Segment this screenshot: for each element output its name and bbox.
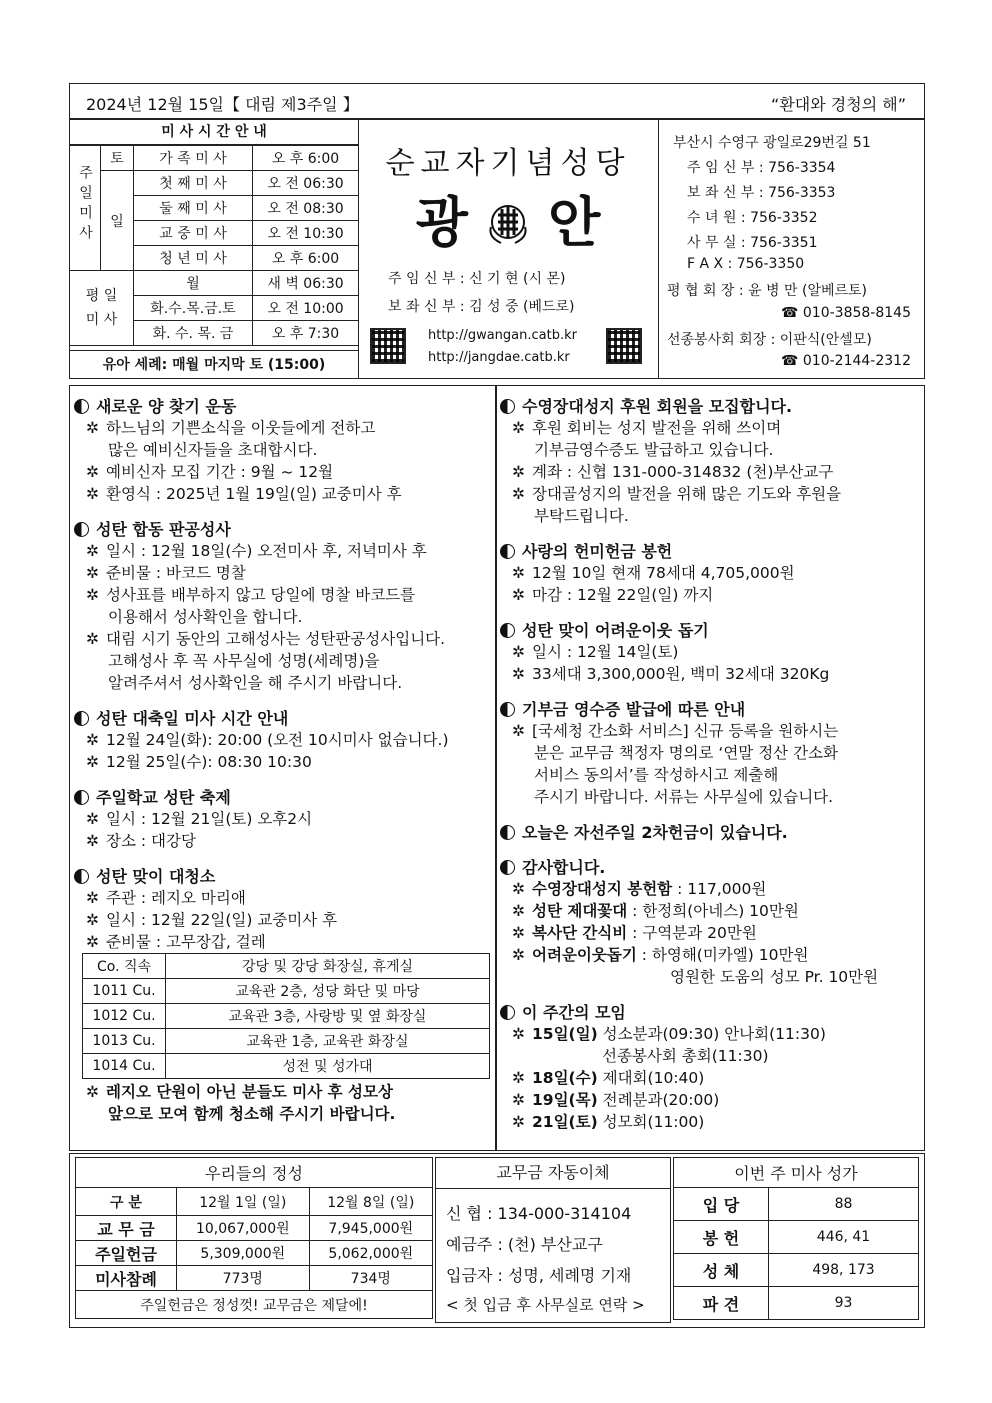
list-item: 선종봉사회 총회(11:30) xyxy=(602,1047,769,1065)
table-head: 12월 8일 (일) xyxy=(309,1188,432,1216)
bulletin-date: 2024년 12월 15일【 대림 제3주일 】 xyxy=(86,95,359,114)
contact-line: 주 임 신 부 : 756-3354 xyxy=(687,160,836,176)
list-item: ✲ 어려운이웃돕기 : 하영해(미카엘) 10만원 xyxy=(512,946,809,964)
hymn-title: 이번 주 미사 성가 xyxy=(674,1158,919,1188)
list-item: ✲ 12월 25일(수): 08:30 10:30 xyxy=(86,753,312,771)
list-item: ✲ 33세대 3,300,000원, 백미 32세대 320Kg xyxy=(512,665,830,683)
mass-table xyxy=(70,145,358,346)
list-item: 알려주셔서 성사확인을 해 주시기 바랍니다. xyxy=(108,674,403,692)
top-info-block xyxy=(69,119,925,379)
list-item: 주시기 바랍니다. 서류는 사무실에 있습니다. xyxy=(534,788,834,806)
mass-schedule xyxy=(70,120,359,378)
address: 부산시 수영구 광일로29번길 51 xyxy=(673,135,871,151)
mass-name: 첫 째 미 사 xyxy=(134,171,253,196)
main-content xyxy=(69,385,925,1151)
hymn-table xyxy=(673,1157,919,1320)
section-title: 성탄 합동 판공성사 xyxy=(74,517,494,540)
table-row: 1011 Cu. 교육관 2층, 성당 화단 및 마당 xyxy=(83,979,490,1004)
qr-code-left[interactable] xyxy=(370,328,406,364)
list-item: ✲ 일시 : 12월 22일(일) 교중미사 후 xyxy=(86,911,338,929)
table-row: 1014 Cu. 성전 및 성가대 xyxy=(83,1054,490,1079)
list-item: ✲ [국세청 간소화 서비스] 신규 등록을 원하시는 xyxy=(512,722,839,740)
mass-name: 월 xyxy=(134,271,253,296)
table-row: 미사참례 773명 734명 xyxy=(76,1266,433,1291)
mass-time: 오 후 6:00 xyxy=(253,146,359,171)
list-item: 많은 예비신자들을 초대합시다. xyxy=(108,441,318,459)
mass-time: 오 후 7:30 xyxy=(253,321,359,346)
parish-emblem-icon xyxy=(483,197,533,247)
transfer-line: 예금주 : (천) 부산교구 xyxy=(446,1235,603,1254)
mass-time: 오 전 08:30 xyxy=(253,196,359,221)
list-item: ✲ 환영식 : 2025년 1월 19일(일) 교중미사 후 xyxy=(86,485,402,503)
contact-line: F A X : 756-3350 xyxy=(687,256,805,272)
sun-label: 일 xyxy=(101,171,134,271)
table-row: 파 견 93 xyxy=(674,1287,919,1320)
list-item: ✲ 마감 : 12월 22일(일) 까지 xyxy=(512,586,714,604)
list-item: 기부금영수증도 발급하고 있습니다. xyxy=(534,441,774,459)
list-item: ✲ 대림 시기 동안의 고해성사는 성탄판공성사입니다. xyxy=(86,630,446,648)
mass-name: 가 족 미 사 xyxy=(134,146,253,171)
section-title: 성탄 맞이 어려운이웃 돕기 xyxy=(500,618,920,641)
mass-time: 오 전 10:00 xyxy=(253,296,359,321)
contact-line: 선종봉사회 회장 : 이판식(안셀모) xyxy=(667,332,872,348)
list-item: ✲ 12월 24일(화): 20:00 (오전 10시미사 없습니다.) xyxy=(86,731,449,749)
section-title: 주일학교 성탄 축제 xyxy=(74,785,494,808)
auto-transfer xyxy=(435,1157,671,1323)
section-title: 성탄 맞이 대청소 xyxy=(74,864,494,887)
list-item: ✲ 성사표를 배부하지 않고 당일에 명찰 바코드를 xyxy=(86,586,416,604)
list-item: ✲ 복사단 간식비 : 구역분과 20만원 xyxy=(512,924,757,942)
section-title: 새로운 양 찾기 운동 xyxy=(74,394,494,417)
list-item: ✲ 장소 : 대강당 xyxy=(86,832,196,850)
table-row: 교 무 금 10,067,000원 7,945,000원 xyxy=(76,1216,433,1241)
list-item: ✲ 주관 : 레지오 마리애 xyxy=(86,889,246,907)
list-item: ✲ 19일(목) 전례분과(20:00) xyxy=(512,1091,720,1109)
mass-name: 교 중 미 사 xyxy=(134,221,253,246)
table-row: Co. 직속 강당 및 강당 화장실, 휴게실 xyxy=(83,954,490,979)
url-gwangan[interactable]: http://gwangan.catb.kr xyxy=(428,328,577,343)
contact-line: 평 협 회 장 : 윤 병 만 (알베르토) xyxy=(667,283,868,299)
mass-name: 화.수.목.금.토 xyxy=(134,296,253,321)
table-head: 12월 1일 (일) xyxy=(177,1188,310,1216)
cleaning-note: ✲ 레지오 단원이 아닌 분들도 미사 후 성모상 xyxy=(86,1083,393,1101)
list-item: 분은 교무금 책정자 명의로 ‘연말 정산 간소화 xyxy=(534,744,839,762)
header-bar xyxy=(69,83,925,119)
contact-info xyxy=(658,120,925,378)
sat-label: 토 xyxy=(101,146,134,171)
parish-center xyxy=(358,120,658,378)
finance-note: 주일헌금은 정성껏! 교무금은 제달에! xyxy=(76,1291,433,1319)
transfer-title: 교무금 자동이체 xyxy=(436,1158,670,1189)
list-item: ✲ 수영장대성지 봉헌함 : 117,000원 xyxy=(512,880,767,898)
contact-line: 보 좌 신 부 : 756-3353 xyxy=(687,185,836,201)
list-item: ✲ 준비물 : 바코드 명찰 xyxy=(86,564,246,582)
mass-schedule-title: 미 사 시 간 안 내 xyxy=(70,120,358,145)
list-item: ✲ 18일(수) 제대회(10:40) xyxy=(512,1069,705,1087)
list-item: ✲ 장대골성지의 발전을 위해 많은 기도와 후원을 xyxy=(512,485,842,503)
table-row: 입 당 88 xyxy=(674,1188,919,1221)
sunday-mass-label: 주일미사 xyxy=(70,146,101,271)
list-item: ✲ 계좌 : 신협 131-000-314832 (천)부산교구 xyxy=(512,463,834,481)
assistant-line: 보 좌 신 부 : 김 성 중 (베드로) xyxy=(388,299,575,315)
parish-name-left: 광 xyxy=(415,190,468,254)
list-item: ✲ 12월 10일 현재 78세대 4,705,000원 xyxy=(512,564,795,582)
list-item: 서비스 동의서’를 작성하시고 제출해 xyxy=(534,766,779,784)
mass-time: 오 전 06:30 xyxy=(253,171,359,196)
list-item: 고해성사 후 꼭 사무실에 성명(세례명)을 xyxy=(108,652,380,670)
table-row: 봉 헌 446, 41 xyxy=(674,1221,919,1254)
list-item: ✲ 일시 : 12월 18일(수) 오전미사 후, 저녁미사 후 xyxy=(86,542,427,560)
section-title: 이 주간의 모임 xyxy=(500,1000,920,1023)
list-item: ✲ 15일(일) 성소분과(09:30) 안나회(11:30) xyxy=(512,1025,826,1043)
list-item: ✲ 하느님의 기쁜소식을 이웃들에게 전하고 xyxy=(86,419,376,437)
finance-title: 우리들의 정성 xyxy=(76,1158,433,1188)
finance-table xyxy=(75,1157,433,1319)
weekday-mass-label: 평 일 미 사 xyxy=(70,271,134,346)
list-item: ✲ 일시 : 12월 21일(토) 오후2시 xyxy=(86,810,313,828)
transfer-line: 입금자 : 성명, 세례명 기재 xyxy=(446,1266,632,1285)
section-title: 성탄 대축일 미사 시간 안내 xyxy=(74,706,494,729)
list-item: ✲ 후원 회비는 성지 발전을 위해 쓰이며 xyxy=(512,419,782,437)
table-row: 성 체 498, 173 xyxy=(674,1254,919,1287)
left-column xyxy=(74,386,494,1125)
mass-name: 둘 째 미 사 xyxy=(134,196,253,221)
list-item: 부탁드립니다. xyxy=(534,507,629,525)
contact-line: 수 녀 원 : 756-3352 xyxy=(687,210,818,226)
section-title: 감사합니다. xyxy=(500,855,920,878)
section-title: 수영장대성지 후원 회원을 모집합니다. xyxy=(500,394,920,417)
transfer-line: < 첫 입금 후 사무실로 연락 > xyxy=(446,1296,645,1314)
list-item: ✲ 준비물 : 고무장갑, 걸레 xyxy=(86,933,266,951)
infant-baptism: 유아 세례: 매월 마지막 토 (15:00) xyxy=(70,350,358,379)
list-item: ✲ 예비신자 모집 기간 : 9월 ~ 12월 xyxy=(86,463,334,481)
contact-phone: ☎ 010-3858-8145 xyxy=(781,305,911,321)
mass-name: 청 년 미 사 xyxy=(134,246,253,271)
section-title: 오늘은 자선주일 2차헌금이 있습니다. xyxy=(500,820,920,843)
cleaning-note: 앞으로 모여 함께 청소해 주시기 바랍니다. xyxy=(108,1105,396,1123)
list-item: 영원한 도움의 성모 Pr. 10만원 xyxy=(670,968,879,986)
qr-code-right[interactable] xyxy=(606,328,642,364)
table-row: 1013 Cu. 교육관 1층, 교육관 화장실 xyxy=(83,1029,490,1054)
transfer-line: 신 협 : 134-000-314104 xyxy=(446,1204,632,1223)
contact-line: 사 무 실 : 756-3351 xyxy=(687,235,818,251)
section-title: 사랑의 헌미헌금 봉헌 xyxy=(500,539,920,562)
parish-subtitle: 순교자기념성당 xyxy=(385,146,631,181)
parish-name xyxy=(358,180,658,257)
mass-time: 오 전 10:30 xyxy=(253,221,359,246)
table-row: 1012 Cu. 교육관 3층, 사랑방 및 옆 화장실 xyxy=(83,1004,490,1029)
url-jangdae[interactable]: http://jangdae.catb.kr xyxy=(428,350,570,365)
list-item: 이용해서 성사확인을 합니다. xyxy=(108,608,303,626)
section-title: 기부금 영수증 발급에 따른 안내 xyxy=(500,697,920,720)
mass-time: 오 후 6:00 xyxy=(253,246,359,271)
list-item: ✲ 성탄 제대꽃대 : 한정희(아네스) 10만원 xyxy=(512,902,799,920)
column-divider xyxy=(495,386,497,1150)
table-head: 구 분 xyxy=(76,1188,177,1216)
parish-name-right: 안 xyxy=(548,190,601,254)
list-item: ✲ 일시 : 12월 14일(토) xyxy=(512,643,679,661)
right-column xyxy=(500,386,920,1133)
footer xyxy=(69,1153,925,1328)
table-row: 주일헌금 5,309,000원 5,062,000원 xyxy=(76,1241,433,1266)
mass-time: 새 벽 06:30 xyxy=(253,271,359,296)
mass-name: 화. 수. 목. 금 xyxy=(134,321,253,346)
contact-phone: ☎ 010-2144-2312 xyxy=(781,353,911,369)
list-item: ✲ 21일(토) 성모회(11:00) xyxy=(512,1113,705,1131)
cleaning-table xyxy=(82,953,490,1079)
pastor-line: 주 임 신 부 : 신 기 현 (시 몬) xyxy=(388,271,566,287)
year-motto: “환대와 경청의 해” xyxy=(771,95,906,114)
